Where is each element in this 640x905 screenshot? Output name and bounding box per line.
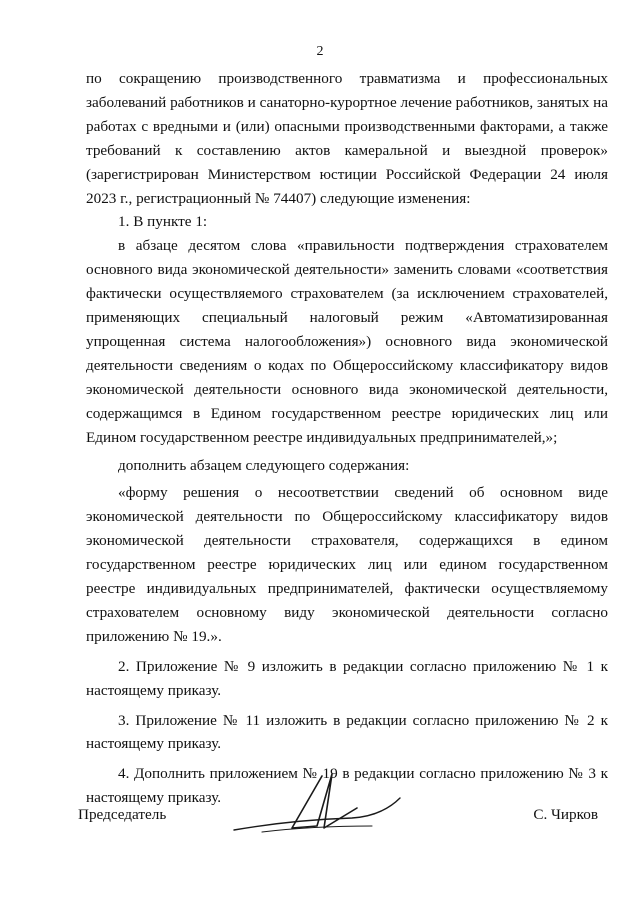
paragraph-point-3: 3. Приложение № 11 изложить в редакции согласно приложению № 2 к настоящему приказу. xyxy=(86,711,608,753)
signatory-title: Председатель xyxy=(78,806,167,823)
signature-row xyxy=(78,806,598,830)
paragraph-amendment-1: в абзаце десятом слова «правильности подтверждения страхователем основного вида экономической деятельности» заменить словами «соответствия фактически осуществляемого страхователем (за исключением страхователей, применяющих специальный налоговый режим «Автоматизированная упрощенная система налогообложения») основного вида экономической деятельности сведениям о кодах по Общероссийскому классификатору видов экономической деятельности основного вида экономической деятельности, содержащимся в Едином государственном реестре юридических лиц или Едином государственном реестре индивидуальных предпринимателей,»; xyxy=(86,237,608,446)
page-number: 2 xyxy=(316,44,324,59)
paragraph-add-clause: дополнить абзацем следующего содержания: xyxy=(118,456,410,474)
paragraph-point-2: 2. Приложение № 9 изложить в редакции согласно приложению № 1 к настоящему приказу. xyxy=(86,657,608,699)
paragraph-intro: по сокращению производственного травматизма и профессиональных заболеваний работников и санаторно-курортное лечение работников, занятых на работах с вредными и (или) опасными производственными факторами, а также требований к составлению актов камеральной и выездной проверок» (зарегистрирован Министерством юстиции Российской Федерации 24 июля 2023 г., регистрационный № 74407) следующие изменения: xyxy=(86,70,608,207)
paragraph-new-clause: «форму решения о несоответствии сведений об основном виде экономической деятельности по Общероссийскому классификатору видов экономической деятельности страхователя, содержащихся в едином государственном реестре юридических лиц или едином государственном реестре индивидуальных предпринимателей, фактически осуществляемому страхователем основному виду экономической деятельности согласно приложению № 19.». xyxy=(86,484,608,645)
signatory-name: С. Чирков xyxy=(533,806,598,823)
paragraph-point-1: 1. В пункте 1: xyxy=(118,213,208,231)
document-body xyxy=(86,67,608,810)
paragraph-point-4: 4. Дополнить приложением № 19 в редакции согласно приложению № 3 к настоящему приказу. xyxy=(86,765,608,807)
